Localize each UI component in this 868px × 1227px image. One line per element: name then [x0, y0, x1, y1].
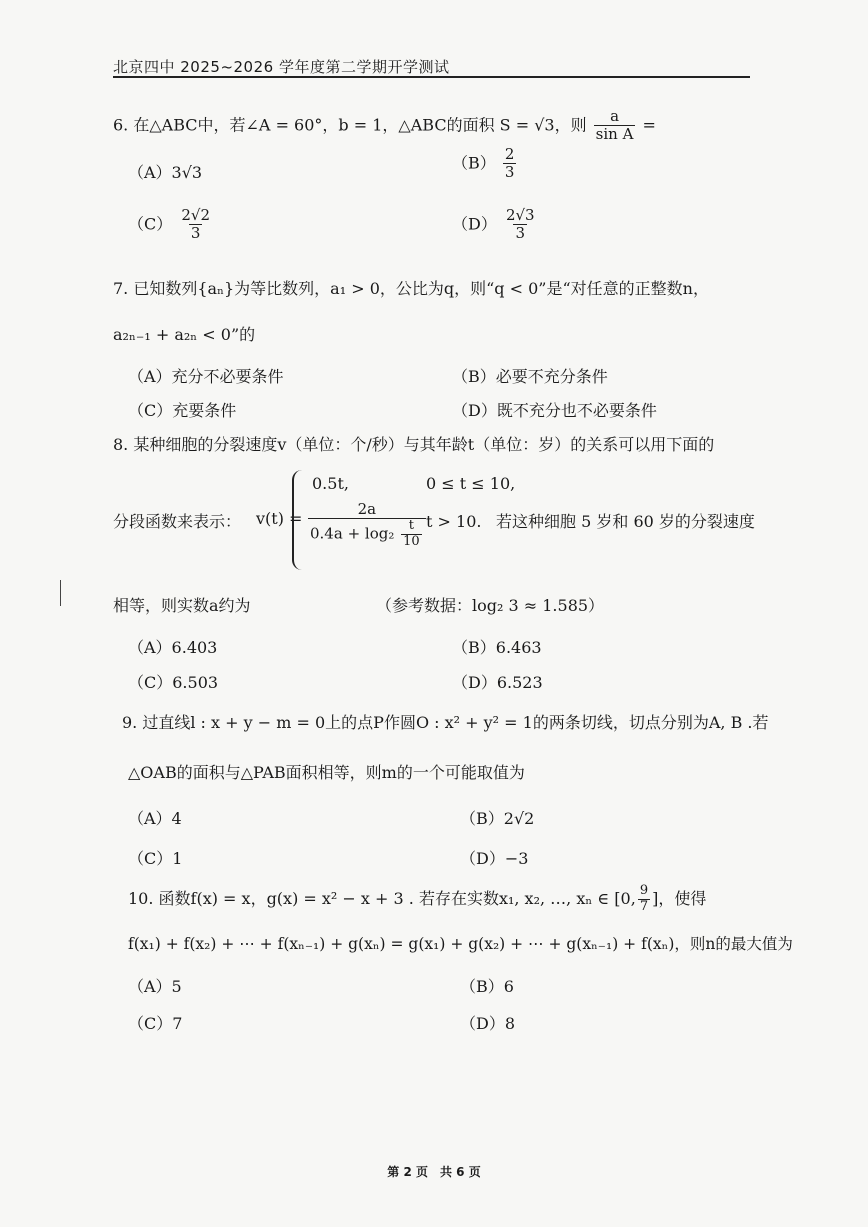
- q8-option-d: （D）6.523: [452, 673, 543, 692]
- q6-option-d: [452, 207, 539, 243]
- q10-option-d: （D）8: [460, 1014, 516, 1033]
- q10-line1-pre: 10. 函数f(x) = x，g(x) = x² − x + 3 . 若存在实数x₁, x₂, …, xₙ ∈ [0,: [128, 888, 636, 908]
- q8-line3: 相等，则实数a约为: [113, 596, 251, 615]
- q10-line1: [128, 884, 706, 915]
- q6-option-b-num: 2: [504, 145, 515, 163]
- q9-line1: 9. 过直线l : x + y − m = 0上的点P作圆O : x² + y² = 1的两条切线，切点分别为A, B .若: [122, 713, 769, 732]
- page-footer: 第 2 页 共 6 页: [387, 1165, 481, 1179]
- q6-fraction: [594, 108, 636, 144]
- q10-option-a: （A）5: [128, 977, 182, 996]
- q6-option-b-label: （B）: [452, 153, 496, 173]
- q8-log-den: 10: [403, 534, 420, 550]
- q7-option-a: （A）充分不必要条件: [128, 367, 284, 386]
- q6-option-d-den: 3: [515, 224, 526, 243]
- q8-case2-frac: [308, 501, 426, 550]
- q8-case2-cond: t > 10.: [426, 512, 482, 531]
- q8-case2-num: 2a: [357, 500, 377, 518]
- q8-option-a: （A）6.403: [128, 638, 218, 657]
- q6-option-a: （A）3√3: [128, 163, 203, 182]
- q9-line2: △OAB的面积与△PAB面积相等，则m的一个可能取值为: [128, 763, 525, 782]
- q7-option-c: （C）充要条件: [128, 401, 237, 420]
- q6-option-d-label: （D）: [452, 214, 497, 234]
- q7-line1: 7. 已知数列{aₙ}为等比数列，a₁ > 0，公比为q，则“q < 0”是“对任意的正整数n，: [113, 279, 709, 298]
- q8-piecewise-brace: [292, 470, 304, 570]
- margin-mark: [60, 580, 61, 606]
- q10-line2: f(x₁) + f(x₂) + ⋯ + f(xₙ₋₁) + g(xₙ) = g(x₁) + g(x₂) + ⋯ + g(xₙ₋₁) + f(xₙ)，则n的最大值为: [128, 935, 793, 953]
- q10-frac: [638, 884, 650, 915]
- q6-option-b-frac: [503, 146, 517, 182]
- q6-stem: [113, 108, 656, 144]
- page-header: 北京四中 2025~2026 学年度第二学期开学测试: [113, 58, 450, 76]
- q8-line1: 8. 某种细胞的分裂速度v（单位：个/秒）与其年龄t（单位：岁）的关系可以用下面的: [113, 435, 715, 454]
- q6-option-d-frac: [504, 207, 537, 243]
- q8-case2-den-pre: 0.4a + log₂: [310, 524, 395, 543]
- q6-option-c-label: （C）: [128, 214, 173, 234]
- q8-case1-cond: 0 ≤ t ≤ 10,: [426, 474, 516, 493]
- q8-case2-den: [308, 518, 426, 550]
- q8-option-b: （B）6.463: [452, 638, 542, 657]
- q6-option-d-num: 2√3: [505, 206, 535, 224]
- q9-option-b: （B）2√2: [460, 809, 535, 828]
- q8-suffix: 若这种细胞 5 岁和 60 岁的分裂速度: [496, 512, 755, 531]
- q9-option-c: （C）1: [128, 849, 183, 868]
- q6-frac-num: a: [610, 107, 620, 125]
- q8-log-num: t: [408, 518, 415, 534]
- q8-prefix: 分段函数来表示：: [113, 512, 242, 531]
- q6-frac-den: sin A: [595, 125, 634, 144]
- q7-line2: a₂ₙ₋₁ + a₂ₙ < 0”的: [113, 325, 256, 344]
- q8-case1-expr: 0.5t,: [312, 474, 349, 493]
- q10-frac-den: 7: [639, 898, 649, 914]
- q10-line1-post: ]，使得: [652, 888, 707, 908]
- q6-number: 6.: [113, 115, 129, 135]
- q10-option-b: （B）6: [460, 977, 514, 996]
- q6-option-c-frac: [179, 207, 212, 243]
- q10-frac-num: 9: [639, 883, 649, 898]
- q8-vt: v(t) =: [256, 509, 303, 528]
- header-rule: [113, 76, 750, 78]
- q6-stem-text: 在△ABC中，若∠A = 60°，b = 1，△ABC的面积 S = √3，则: [133, 115, 587, 135]
- q6-stem-end: =: [642, 115, 656, 135]
- q7-option-d: （D）既不充分也不必要条件: [452, 401, 657, 420]
- q8-reference: （参考数据：log₂ 3 ≈ 1.585）: [376, 596, 605, 615]
- q6-option-c-num: 2√2: [181, 206, 210, 224]
- q7-option-b: （B）必要不充分条件: [452, 367, 608, 386]
- q8-option-c: （C）6.503: [128, 673, 219, 692]
- q8-case2-fraction: [306, 501, 428, 550]
- q6-option-b-den: 3: [504, 163, 515, 182]
- q6-option-c-den: 3: [190, 224, 201, 243]
- q10-option-c: （C）7: [128, 1014, 183, 1033]
- q8-log-frac: [401, 519, 422, 550]
- q9-option-d: （D）−3: [460, 849, 529, 868]
- q9-option-a: （A）4: [128, 809, 182, 828]
- q6-option-c: [128, 207, 214, 243]
- q6-option-b: [452, 146, 518, 182]
